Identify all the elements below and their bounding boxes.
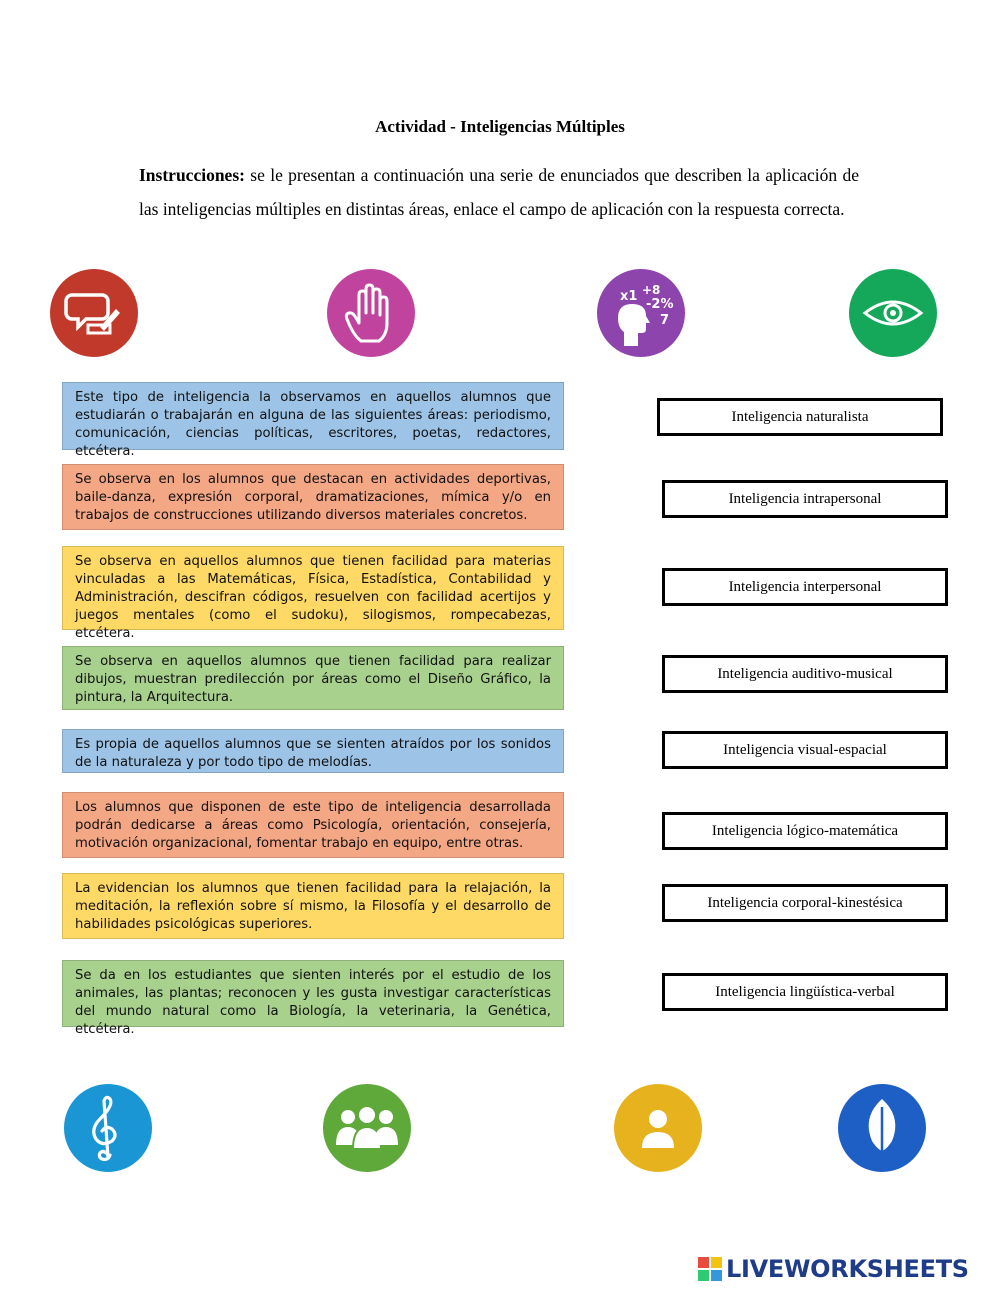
answer-box-7[interactable]: Inteligencia corporal-kinestésica	[662, 884, 948, 922]
answer-box-3[interactable]: Inteligencia interpersonal	[662, 568, 948, 606]
treble-clef-icon	[64, 1084, 152, 1172]
answer-box-1[interactable]: Inteligencia naturalista	[657, 398, 943, 436]
description-card-1: Este tipo de inteligencia la observamos en aquellos alumnos que estudiarán o trabajarán en alguna de las siguientes áreas: periodismo, comunicación, ciencias políticas, escritores, poetas, redactores, etcétera.	[62, 382, 564, 450]
svg-text:+8: +8	[642, 283, 661, 297]
answer-box-2[interactable]: Inteligencia intrapersonal	[662, 480, 948, 518]
instructions-label: Instrucciones:	[139, 165, 245, 185]
brand-mark-icon	[698, 1257, 722, 1281]
answer-box-4[interactable]: Inteligencia auditivo-musical	[662, 655, 948, 693]
description-card-6: Los alumnos que disponen de este tipo de inteligencia desarrollada podrán dedicarse a áreas como Psicología, orientación, consejería, motivación organizacional, fomentar trabajo en equipo, entre otras.	[62, 792, 564, 858]
brand-text: LIVEWORKSHEETS	[726, 1255, 969, 1283]
speech-writing-icon	[50, 269, 138, 357]
page-title: Actividad - Inteligencias Múltiples	[375, 117, 625, 136]
answer-box-6[interactable]: Inteligencia lógico-matemática	[662, 812, 948, 850]
math-head-icon	[597, 269, 685, 357]
instructions	[139, 158, 859, 226]
brand-logo	[698, 1255, 969, 1283]
description-card-5: Es propia de aquellos alumnos que se sienten atraídos por los sonidos de la naturaleza y por todo tipo de melodías.	[62, 729, 564, 773]
svg-text:x1: x1	[620, 289, 638, 304]
description-card-3: Se observa en aquellos alumnos que tienen facilidad para materias vinculadas a las Matemáticas, Física, Estadística, Contabilidad y Administración, descifran códigos, resuelven con facilidad acertijos y juegos mentales (como el sudoku), silogismos, rompecabezas, etcétera.	[62, 546, 564, 630]
svg-text:7: 7	[660, 313, 670, 328]
eye-icon	[849, 269, 937, 357]
instructions-text: se le presentan a continuación una serie de enunciados que describen la aplicación de las inteligencias múltiples en distintas áreas, enlace el campo de aplicación con la respuesta correcta.	[139, 165, 859, 219]
description-card-7: La evidencian los alumnos que tienen facilidad para la relajación, la meditación, la reflexión sobre sí mismo, la Filosofía y el desarrollo de habilidades psicológicas superiores.	[62, 873, 564, 939]
svg-text:-2%: -2%	[646, 297, 674, 312]
leaf-icon	[838, 1084, 926, 1172]
description-card-2: Se observa en los alumnos que destacan en actividades deportivas, baile-danza, expresión corporal, dramatizaciones, mímica y/o en trabajos de construcciones utilizando diversos materiales concretos.	[62, 464, 564, 530]
hand-icon	[327, 269, 415, 357]
description-card-4: Se observa en aquellos alumnos que tienen facilidad para realizar dibujos, muestran predilección por áreas como el Diseño Gráfico, la pintura, la Arquitectura.	[62, 646, 564, 710]
answer-box-5[interactable]: Inteligencia visual-espacial	[662, 731, 948, 769]
group-people-icon	[323, 1084, 411, 1172]
description-card-8: Se da en los estudiantes que sienten interés por el estudio de los animales, las plantas; reconocen y les gusta investigar características del mundo natural como la Biología, la veterinaria, la Genética, etcétera.	[62, 960, 564, 1027]
person-icon	[614, 1084, 702, 1172]
answer-box-8[interactable]: Inteligencia lingüística-verbal	[662, 973, 948, 1011]
